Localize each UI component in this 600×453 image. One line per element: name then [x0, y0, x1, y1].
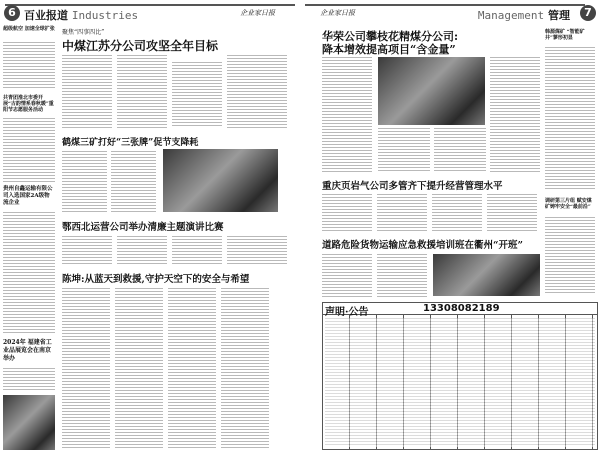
body-text — [117, 236, 167, 266]
article-headline: 华荣公司攀枝花精煤分公司: — [322, 30, 459, 43]
section-name-en: Management — [477, 9, 545, 22]
page-number-badge: 6 — [4, 5, 20, 21]
body-text — [227, 236, 287, 266]
article-headline: 道路危险货物运输应急救援培训班在衢州“开班” — [322, 240, 523, 251]
body-text — [322, 194, 372, 233]
sidebar-headline: 调研第三片组 赋安煤矿铸牢安全“最前沿” — [545, 198, 592, 210]
article-headline: 重庆页岩气公司多管齐下提升经营管理水平 — [322, 181, 503, 192]
body-text — [172, 236, 222, 266]
body-text — [111, 151, 156, 213]
body-text — [172, 62, 222, 128]
body-text — [545, 47, 595, 190]
header-rule — [305, 4, 585, 6]
body-text — [62, 151, 107, 213]
body-text — [62, 55, 112, 128]
section-title — [24, 7, 138, 23]
notice-listings — [325, 318, 595, 447]
section-name-en: Industries — [71, 9, 139, 22]
plant-photo — [378, 57, 485, 125]
body-text — [62, 288, 110, 448]
body-text — [322, 57, 372, 173]
body-text — [377, 194, 427, 233]
article-headline: 陈坤:从蓝天到救援,守护天空下的安全与希望 — [62, 274, 250, 285]
kicker: 聚焦“四事四比” — [62, 29, 105, 36]
header-rule — [5, 4, 295, 6]
body-text — [434, 128, 486, 173]
body-text — [487, 194, 537, 233]
sidebar-headline: 共青团淮北市委开展“古韵情系春秋暖”重阳节志愿服务活动 — [3, 95, 54, 113]
body-text — [377, 254, 427, 298]
body-text — [3, 118, 55, 182]
body-text — [545, 217, 595, 295]
section-name: 管理 — [548, 9, 570, 22]
section-name: 百业报道 — [24, 9, 68, 22]
masthead: 企业家日报 — [240, 9, 275, 17]
sidebar-headline: 超级航空 加速全球扩张 — [3, 26, 55, 32]
training-photo — [433, 254, 540, 296]
notice-title: 声明·公告 — [325, 307, 369, 318]
body-text — [117, 55, 167, 128]
body-text — [378, 128, 430, 173]
body-text — [3, 368, 55, 390]
section-title — [478, 7, 570, 23]
page-number-badge: 7 — [580, 5, 596, 21]
body-text — [3, 42, 55, 90]
notice-box — [322, 302, 598, 450]
body-text — [3, 212, 55, 335]
sidebar-headline: 2024年 福建省工业品展览会在南京举办 — [3, 339, 52, 362]
body-text — [221, 288, 269, 448]
article-headline: 鄂西北运营公司举办清廉主题演讲比赛 — [62, 222, 224, 233]
sidebar-headline: 韩源煤矿 “智能矿井”蓼形初显 — [545, 29, 585, 41]
article-subhead: 降本增效提高项目“含金量” — [322, 43, 456, 56]
body-text — [322, 254, 372, 298]
body-text — [490, 57, 540, 173]
expo-photo — [3, 395, 55, 450]
body-text — [62, 236, 112, 266]
phone-number: 13308082189 — [423, 303, 500, 314]
sidebar-headline: 贵州自鑫运输有限公司入选国家2A级物流企业 — [3, 186, 53, 206]
body-text — [227, 55, 287, 128]
article-headline: 鹤煤三矿打好“三张牌”促节支降耗 — [62, 138, 199, 148]
article-headline: 中煤江苏分公司攻坚全年目标 — [62, 39, 219, 53]
mining-photo — [163, 149, 278, 212]
body-text — [115, 288, 163, 448]
masthead: 企业家日报 — [320, 9, 355, 17]
body-text — [432, 194, 482, 233]
body-text — [168, 288, 216, 448]
